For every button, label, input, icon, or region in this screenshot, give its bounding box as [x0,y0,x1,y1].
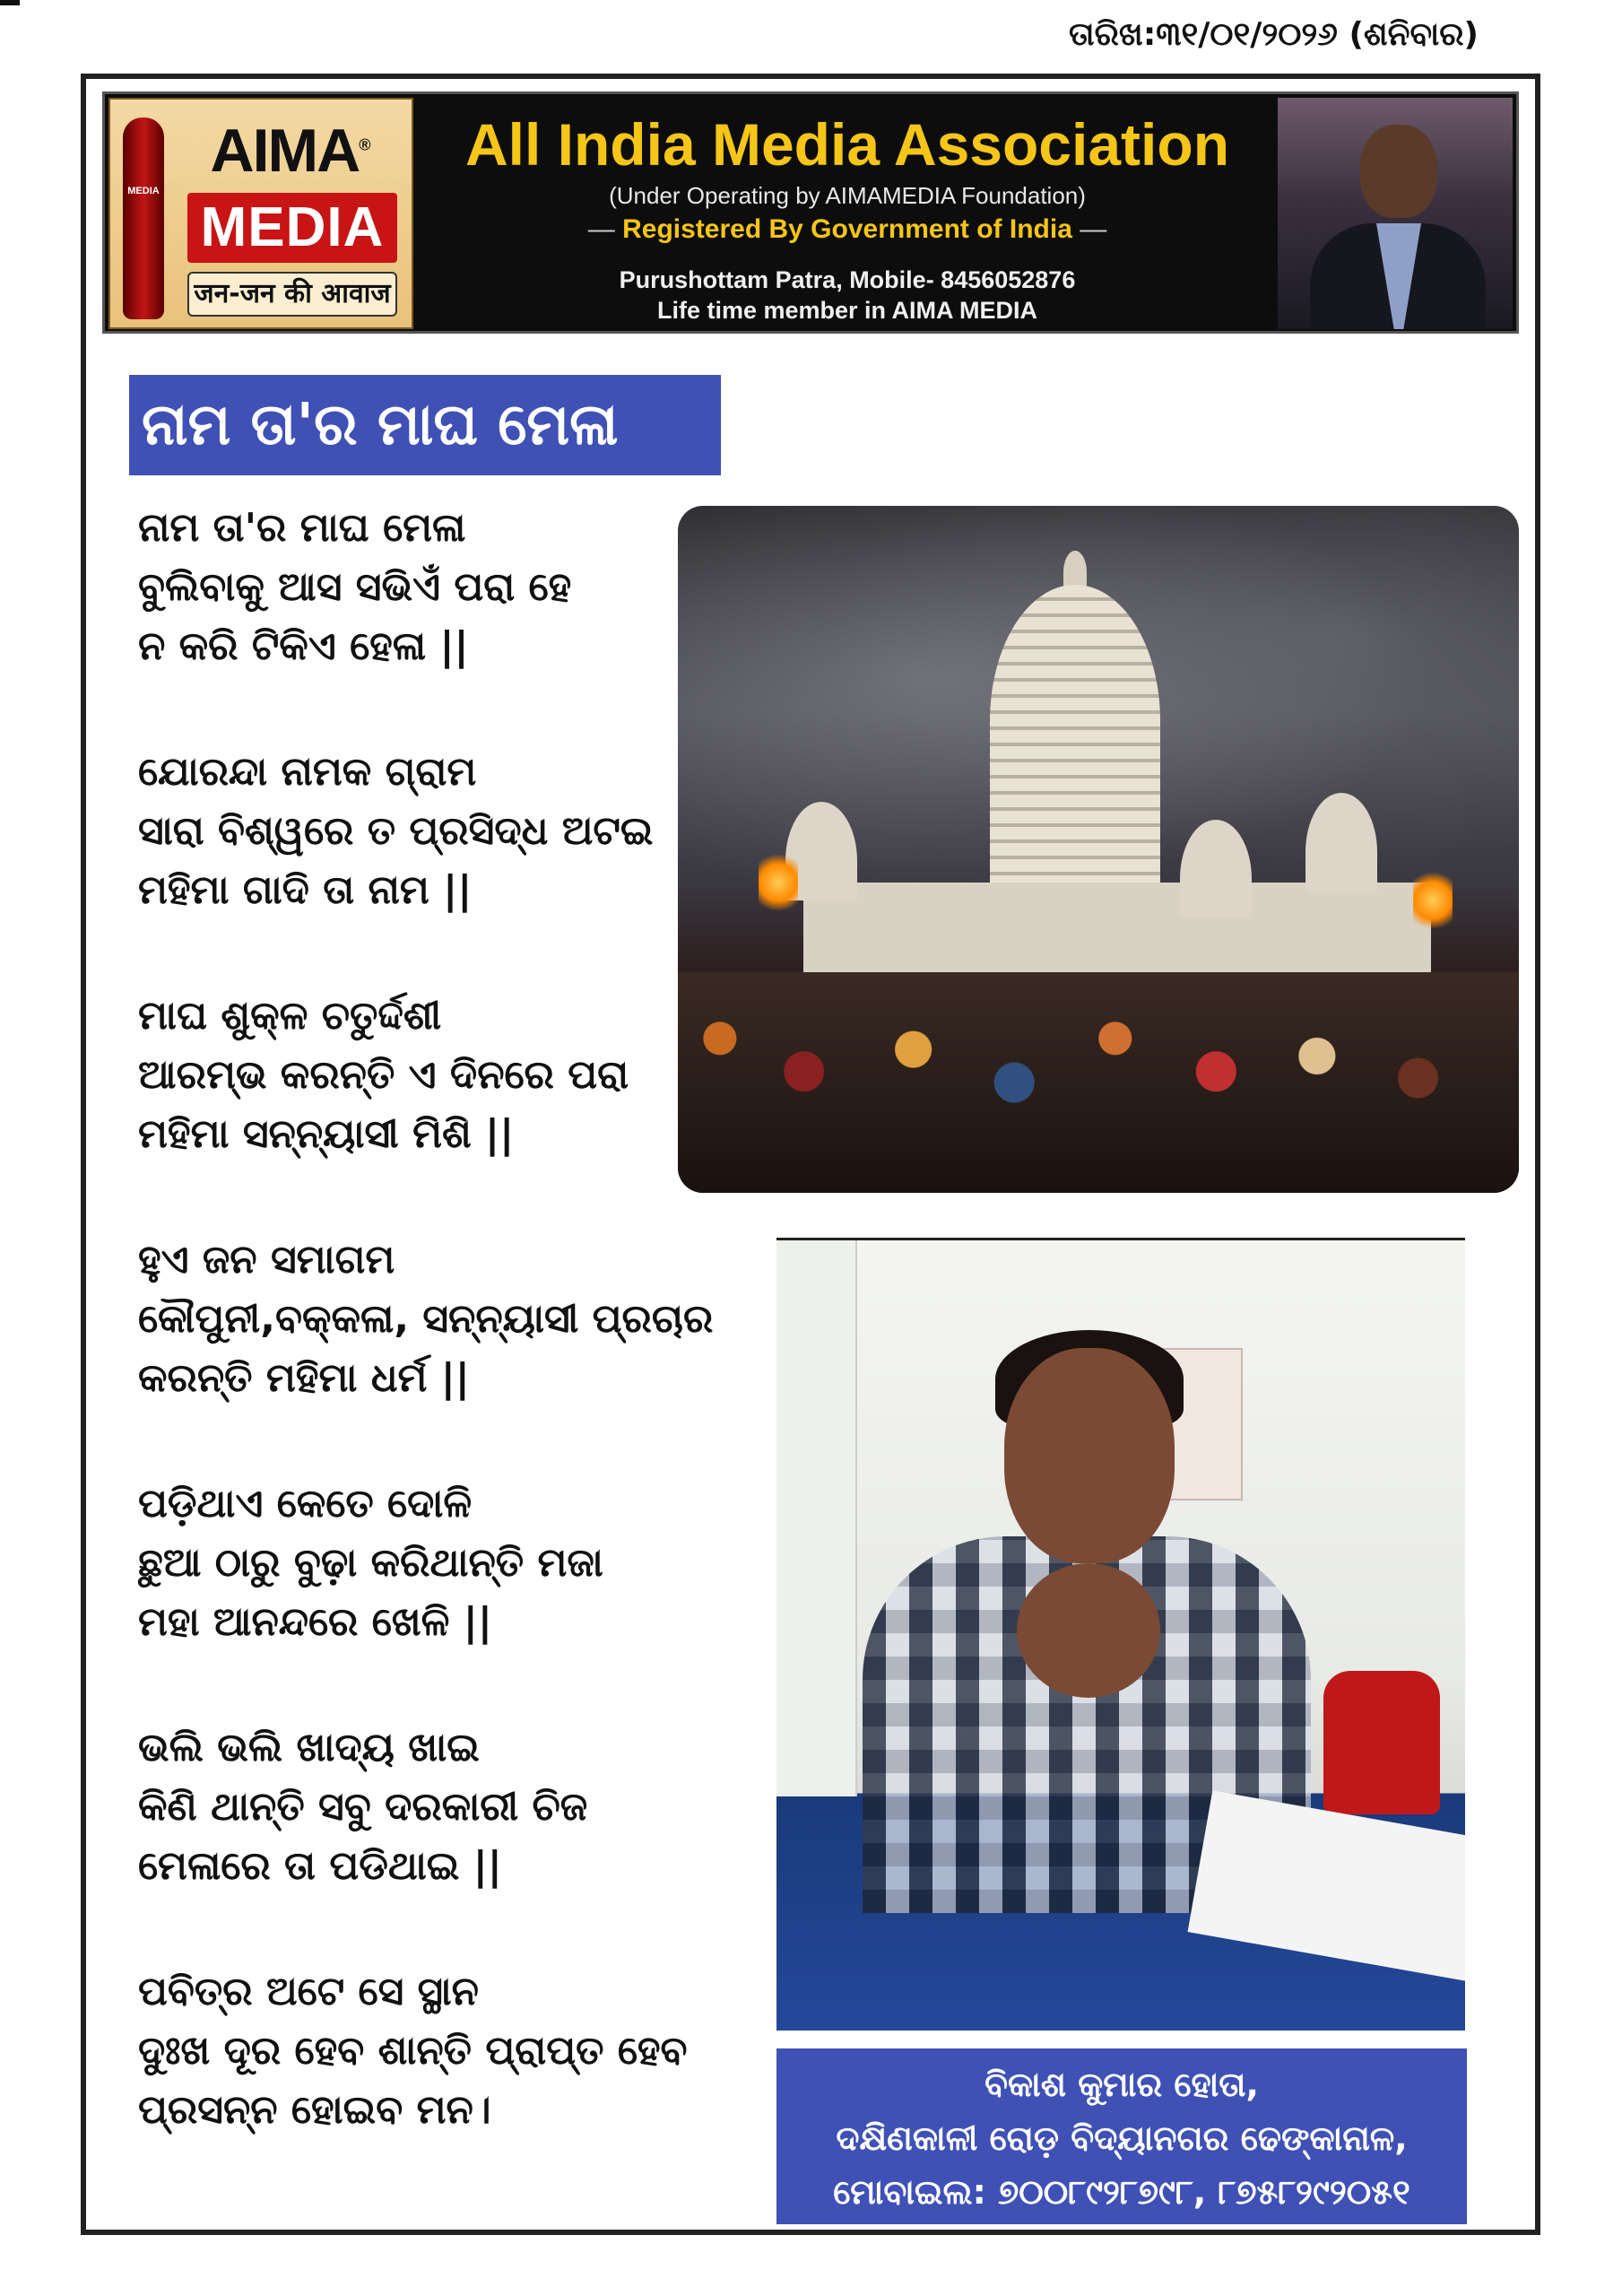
poem-line: ମେଳାରେ ତା ପଡିଥାଇ || [138,1843,502,1889]
poem-line: ସାରା ବିଶ୍ୱରେ ତ ପ୍ରସିଦ୍ଧ ଅଟଇ [138,808,654,854]
poem-line: ମହା ଆନନ୍ଦରେ ଖେଳି || [138,1599,492,1645]
stanza-1 [138,499,730,676]
author-name: ବିକାଶ କୁମାର ହୋତା, [984,2065,1259,2104]
poem-line: ପବିତ୍ର ଅଟେ ସେ ସ୍ଥାନ [138,1969,479,2014]
stanza-6 [138,1718,730,1896]
temple-photo [678,506,1519,1193]
page-frame [81,74,1540,2235]
photo-face [1004,1348,1175,1563]
logo-brand [173,116,406,186]
date-line: ତାରିଖ:୩୧/୦୧/୨୦୨୬ (ଶନିବାର) [1068,16,1479,53]
banner-registered [421,214,1274,245]
author-photo [776,1238,1465,2031]
stanza-4 [138,1231,730,1408]
stanza-3 [138,987,730,1164]
poem-line: ଭଲି ଭଲି ଖାଦ୍ୟ ଖାଇ [138,1725,480,1770]
stanza-2 [138,743,730,920]
author-caption [776,2048,1467,2224]
photo-papers [1188,1790,1465,1981]
author-address: ଦକ୍ଷିଣକାଳୀ ରୋଡ଼ ବିଦ୍ୟାନଗର ଢେଙ୍କାନାଳ, [836,2118,1408,2158]
poem-line: ଦୁଃଖ ଦୂର ହେବ ଶାନ୍ତି ପ୍ରାପ୍ତ ହେବ [138,2028,688,2074]
logo-tagline: जन-जन की आवाज [187,272,397,317]
photo-door [776,1240,857,1796]
poem-line: ନ କରି ଟିକିଏ ହେଳା || [138,623,469,669]
poem-line: ହୁଏ ଜନ ସମାଗମ [138,1237,395,1283]
poem-line: ପଡ଼ିଥାଏ କେତେ ଦୋଳି [138,1481,473,1526]
poem-line: ଆରମ୍ଭ କରନ୍ତି ଏ ଦିନରେ ପରା [138,1052,629,1098]
banner-title: All India Media Association [464,111,1230,178]
poem-title: ନାମ ତା'ର ମାଘ ମେଳା [129,375,721,475]
member-photo [1278,98,1513,329]
logo-brand-text: AIMA [210,117,360,185]
poem-line: କିଣି ଥାନ୍ତି ସବୁ ଦରକାରୀ ଚିଜ [138,1784,588,1830]
poem-line: ମହିମା ଗାଦି ତା ନାମ || [138,867,473,913]
photo-chair [1323,1671,1440,1814]
author-phone: ମୋବାଇଲ: ୭୦୦୮୯୨୮୭୯୮, ୮୭୫୮୨୯୨୦୫୧ [833,2172,1410,2212]
photo-hands [1017,1563,1160,1698]
corner-mark [0,0,20,5]
stanza-5 [138,1474,730,1652]
aima-banner [102,91,1519,334]
banner-contact: Purushottam Patra, Mobile- 8456052876 [619,266,1076,293]
stanza-7 [138,1962,730,2140]
lamp-icon [1413,865,1453,936]
poem-line: ବୁଲିବାକୁ ଆସ ସଭିଏଁ ପରା ହେ [138,564,572,610]
member-photo-head [1360,125,1437,218]
dash-right: — [1071,214,1107,244]
banner-subtitle: (Under Operating by AIMAMEDIA Foundation) [609,182,1086,209]
poem-line: ଯୋରନ୍ଦା ନାମକ ଗ୍ରାମ [138,749,477,795]
lamp-icon [759,847,798,918]
logo-media: MEDIA [187,193,397,263]
banner-membership: Life time member in AIMA MEDIA [656,297,1038,324]
crowd [678,972,1519,1193]
registered-mark: ® [359,135,369,154]
poem-line: ମାଘ ଶୁକ୍ଳ ଚତୁର୍ଦ୍ଦଶୀ [138,993,442,1039]
poem-line: ପ୍ରସନ୍ନ ହୋଇବ ମନ। [138,2087,491,2133]
poem-line: ମହିମା ସନ୍ନ୍ୟାସୀ ମିଶି || [138,1111,515,1157]
poem-line: କରନ୍ତି ମହିମା ଧର୍ମ || [138,1355,470,1401]
dash-left: — [587,214,623,244]
poem-line: କୌପୁନୀ,ବକ୍କଳା, ସନ୍ନ୍ୟାସୀ ପ୍ରଚାର [138,1296,714,1342]
poem-line: ନାମ ତା'ର ମାଘ ମେଳା [138,505,466,551]
poem-line: ଛୁଆ ଠାରୁ ବୁଢ଼ା କରିଥାନ୍ତି ମଜା [138,1540,603,1586]
poem-body [138,499,730,2206]
mic-label: MEDIA [127,186,160,196]
microphone-icon [123,117,164,319]
aima-logo [108,98,413,329]
registered-text: Registered By Government of India [622,214,1072,244]
